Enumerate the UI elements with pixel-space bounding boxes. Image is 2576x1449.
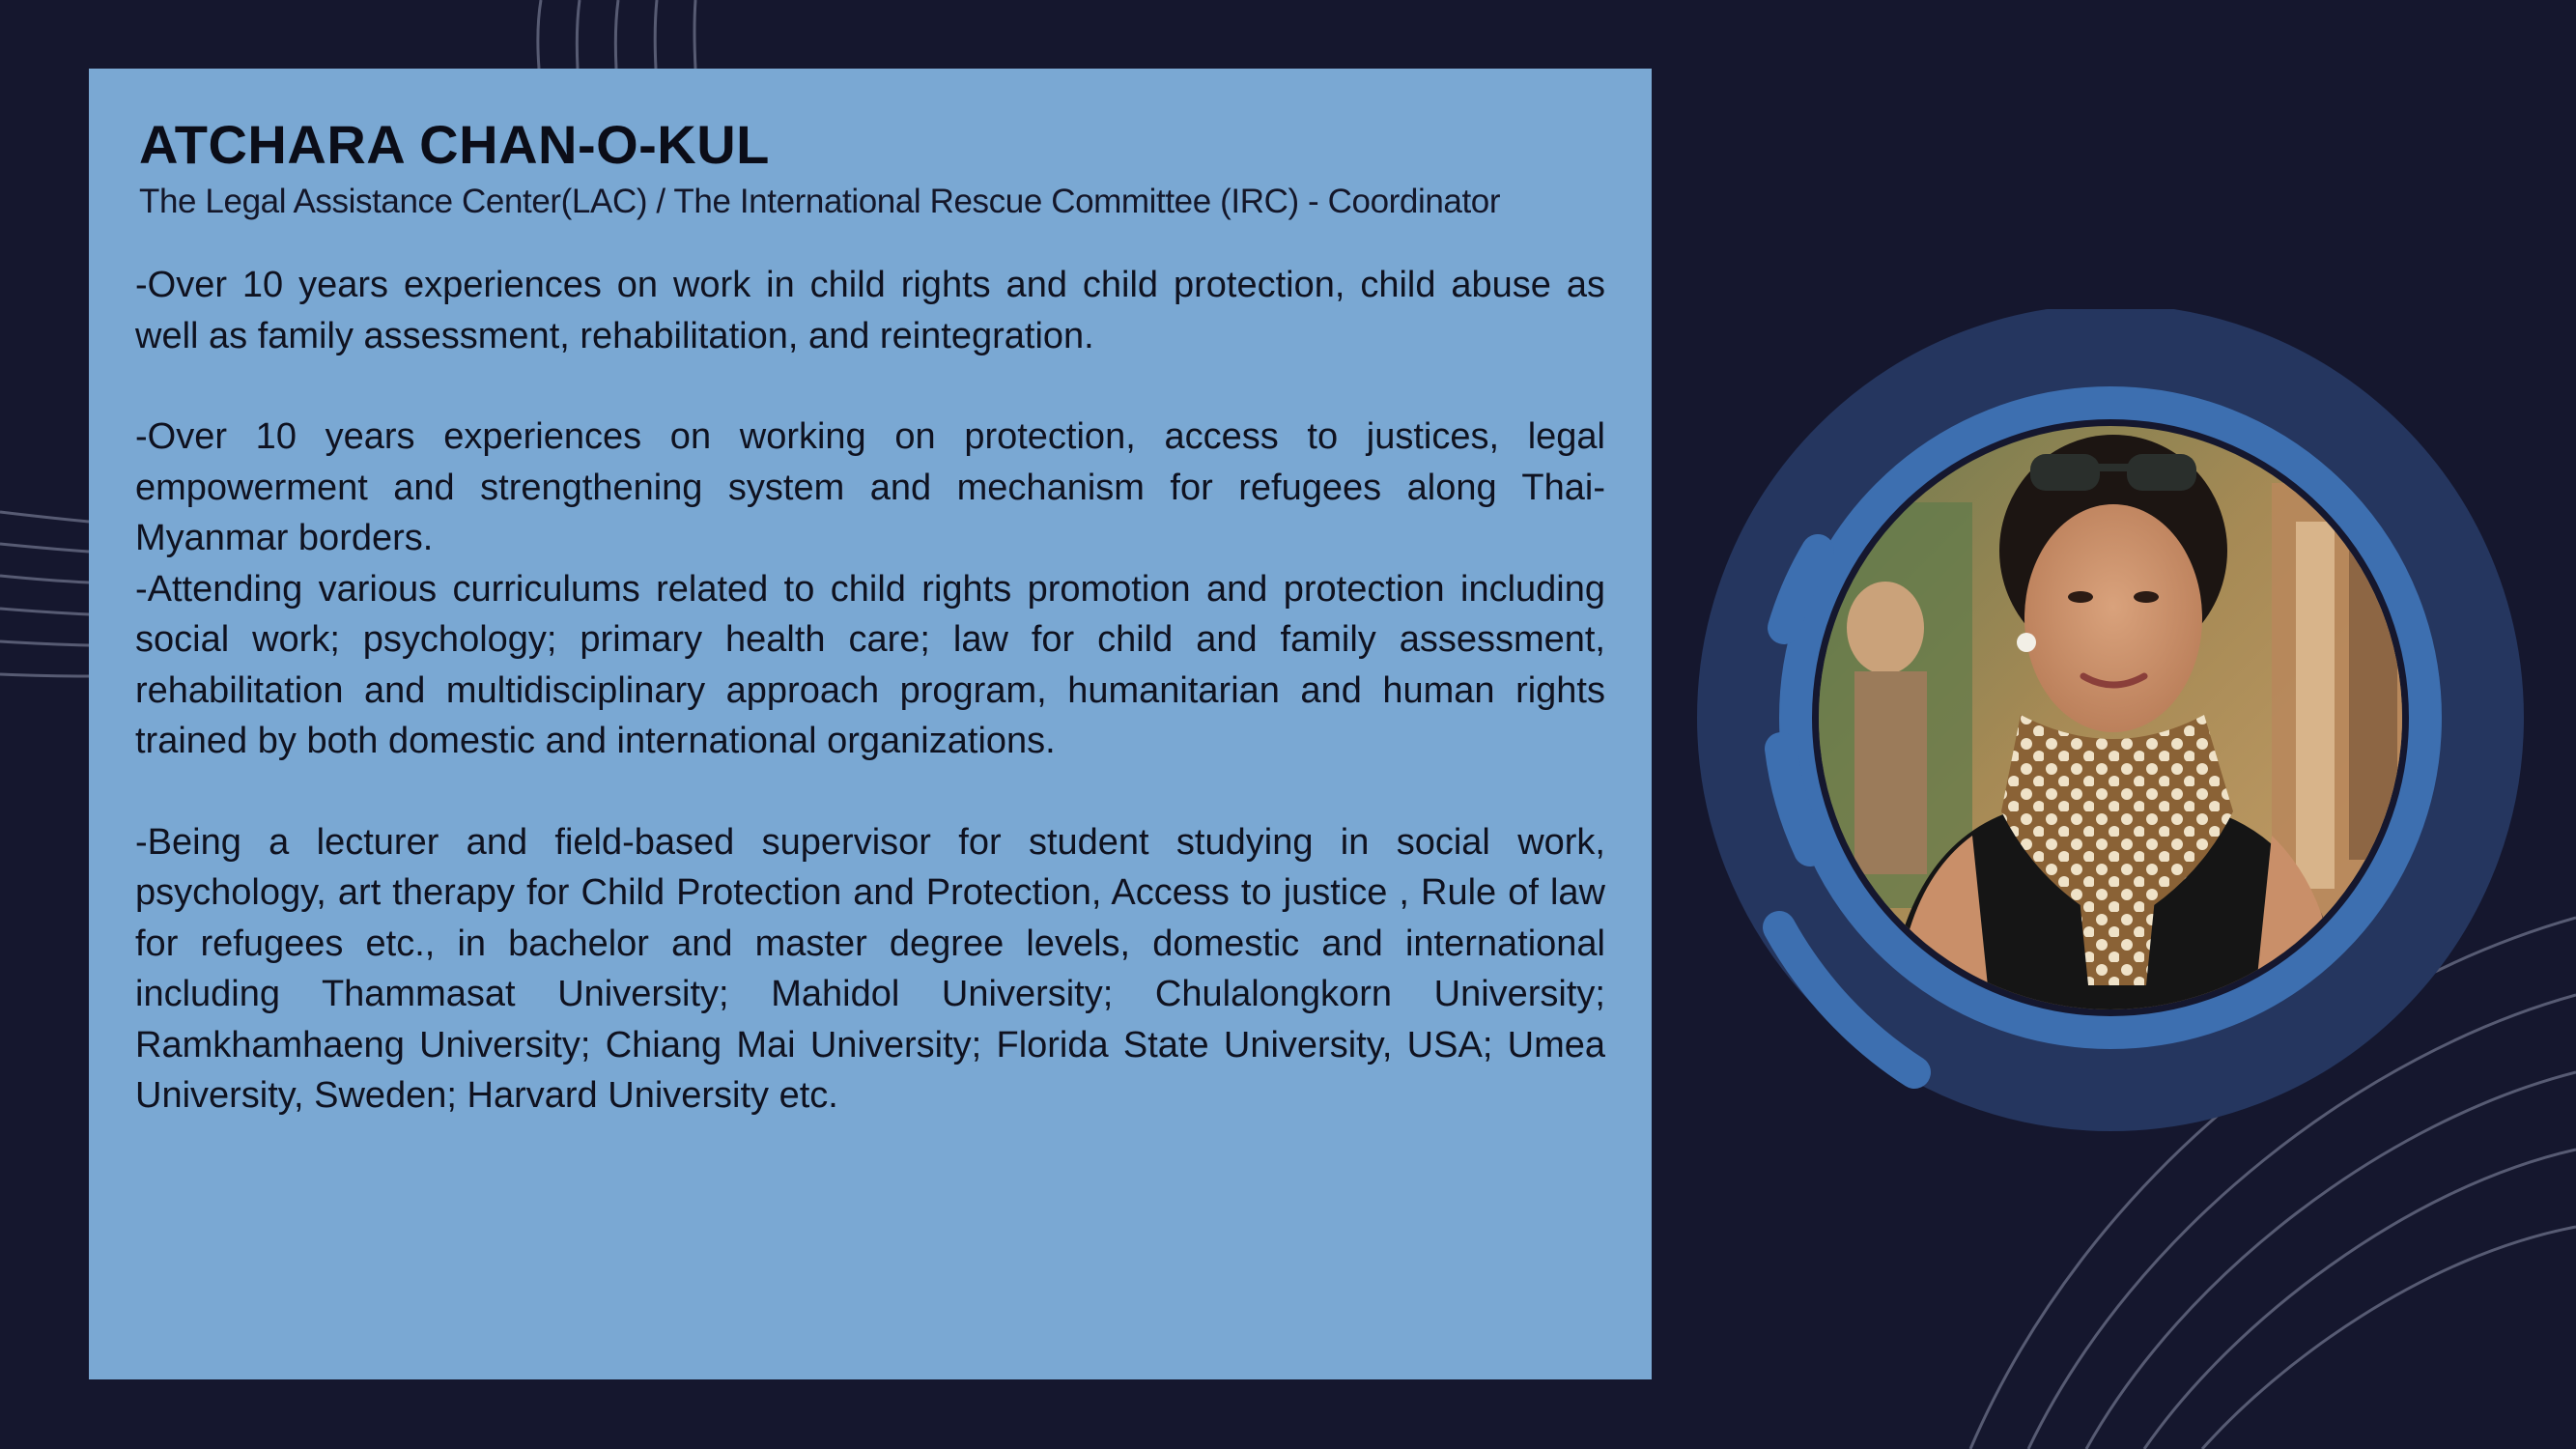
speaker-portrait: [1692, 309, 2542, 1140]
speaker-name: ATCHARA CHAN-O-KUL: [139, 114, 770, 175]
bio-card: [89, 69, 1652, 1379]
speaker-organization: The Legal Assistance Center(LAC) / The International Rescue Committee (IRC) - Coordinator: [139, 183, 1501, 220]
bio-paragraph: -Attending various curriculums related to child rights promotion and protection including social work; psychology; primary health care; law for child and family assessment, rehabilitation and multidisciplinary approach program, humanitarian and human rights trained by both domestic and international organizations.: [135, 568, 1605, 761]
speaker-bio: [135, 260, 1605, 1122]
bio-paragraph: -Being a lecturer and field-based supervisor for student studying in social work, psychology, art therapy for Child Protection and Protection, Access to justice , Rule of law for refugees etc., in bachelor and master degree levels, domestic and international including Thammasat University; Mahidol University; Chulalongkorn University; Ramkhamhaeng University; Chiang Mai University; Florida State University, USA; Umea University, Sweden; Harvard University etc.: [135, 821, 1605, 1116]
bio-paragraph: -Over 10 years experiences on work in child rights and child protection, child abuse as well as family assessment, rehabilitation, and reintegration.: [135, 265, 1605, 356]
bio-paragraph: -Over 10 years experiences on working on protection, access to justices, legal empowerment and strengthening system and mechanism for refugees along Thai-Myanmar borders.: [135, 416, 1605, 558]
